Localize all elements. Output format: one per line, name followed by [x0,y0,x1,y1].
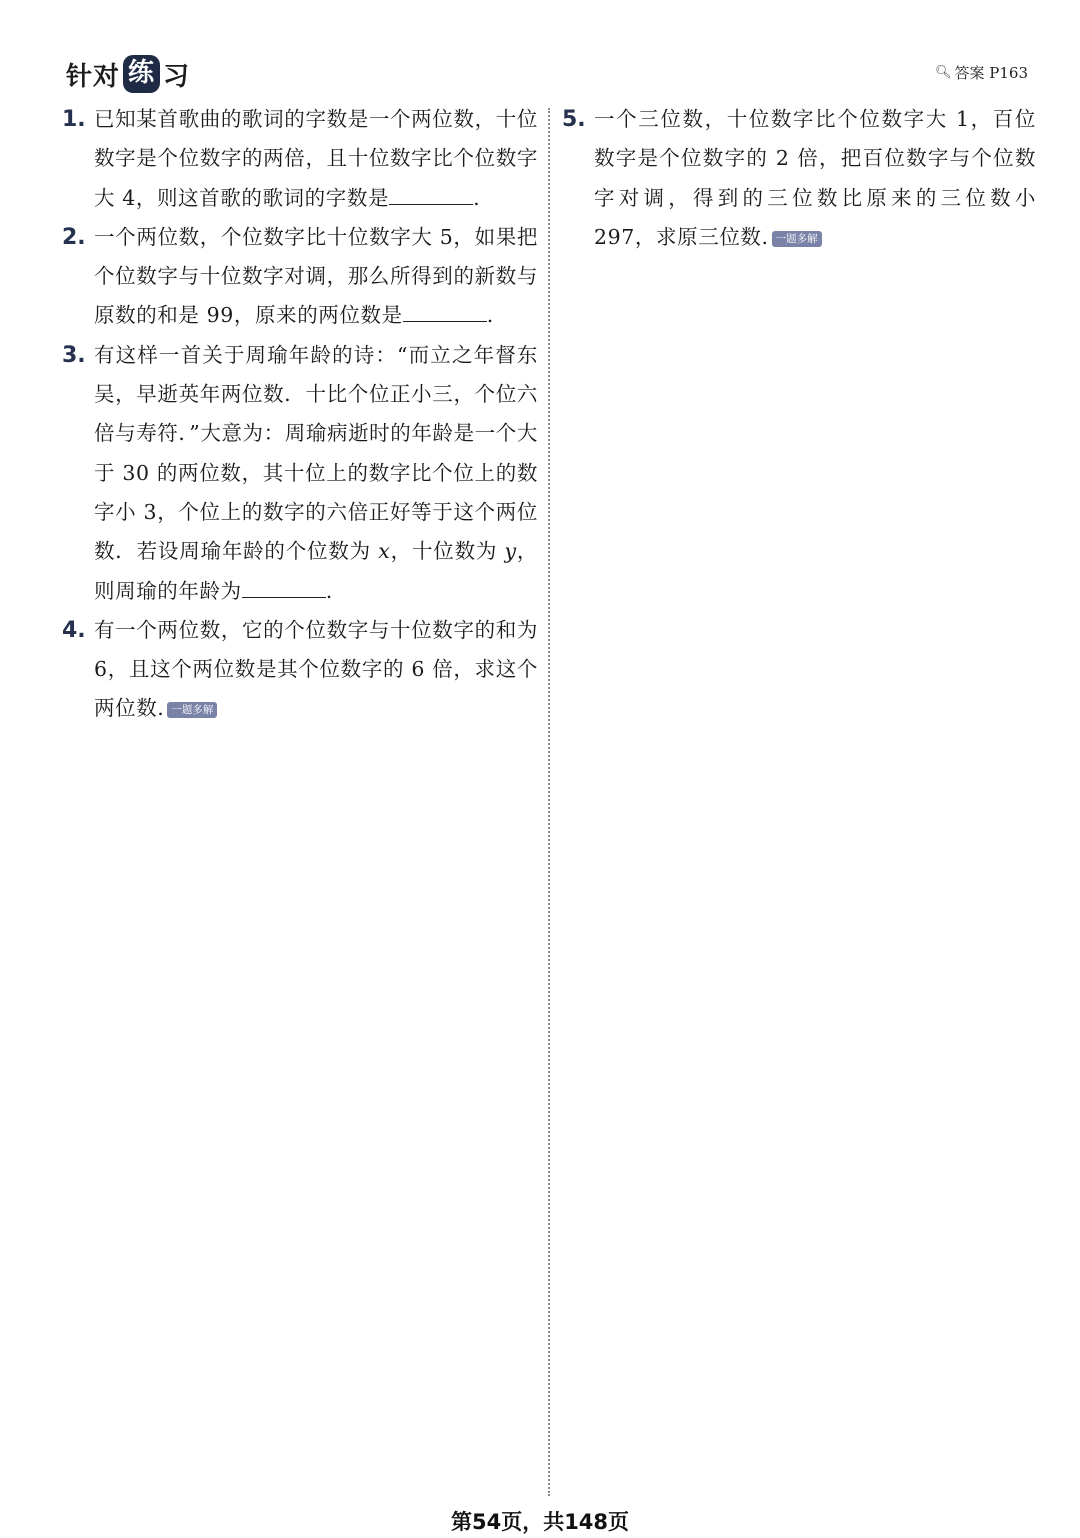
answer-blank[interactable] [403,301,487,322]
problem-number: 4. [62,617,86,643]
section-title-boxed-char: 练 [123,55,160,93]
variable-x: x [378,539,391,564]
answer-blank[interactable] [242,577,326,598]
multi-solution-badge: 一题多解 [772,231,822,247]
problem-body-end: ，则周瑜的年龄为 [94,539,538,603]
answer-reference [935,62,1028,83]
problem-period: . [325,578,333,603]
magnifier-icon: 🔍︎ [934,65,952,80]
variable-y: y [504,539,517,564]
problem-number: 1. [62,107,86,132]
problem-1 [62,100,538,218]
problem-body-mid: ，十位数为 [390,539,505,564]
problem-body: 有这样一首关于周瑜年龄的诗：“而立之年督东吴，早逝英年两位数．十比个位正小三，个位六倍与寿符．”大意为：周瑜病逝时的年龄是一个大于 30 的两位数，其十位上的数字比个位上的数字小 3，个位上的数字的六倍正好等于这个两位数．若设周瑜年龄的个位数为 [94,342,538,564]
answer-reference-text: 答案 P163 [954,64,1028,82]
problem-4 [62,611,538,729]
problem-body: 有一个两位数，它的个位数字与十位数字的和为 6，且这个两位数是其个位数字的 6 倍，求这个两位数. [94,617,538,721]
section-title [66,52,190,96]
problem-2 [62,218,538,336]
problem-body: 已知某首歌曲的歌词的字数是一个两位数，十位数字是个位数字的两倍，且十位数字比个位数字大 4，则这首歌的歌词的字数是 [94,107,538,210]
right-column [562,100,1036,257]
problem-text [94,218,538,336]
problem-number: 3. [62,342,86,368]
problem-5 [562,100,1036,257]
answer-blank[interactable] [389,184,473,205]
problem-period: . [486,303,494,328]
problem-number: 2. [62,224,86,250]
problem-body: 一个三位数，十位数字比个位数字大 1，百位数字是个位数字的 2 倍，把百位数字与个位数字对调，得到的三位数比原来的三位数小 297，求原三位数. [594,107,1036,249]
problem-text [94,611,538,729]
multi-solution-badge: 一题多解 [167,702,217,718]
left-column [62,100,538,729]
problem-number: 5. [562,107,586,132]
section-title-part3: 习 [163,61,191,92]
problem-text [594,100,1036,257]
problem-text [94,100,538,218]
page-counter: 第54页，共148页 [450,1510,630,1534]
problem-period: . [473,185,481,210]
column-divider [548,108,550,1496]
section-title-part1: 针对 [66,61,121,92]
problem-3 [62,336,538,611]
problem-text [94,336,538,611]
problem-body: 一个两位数，个位数字比十位数字大 5，如果把个位数字与十位数字对调，那么所得到的新数与原数的和是 99，原来的两位数是 [94,224,538,328]
